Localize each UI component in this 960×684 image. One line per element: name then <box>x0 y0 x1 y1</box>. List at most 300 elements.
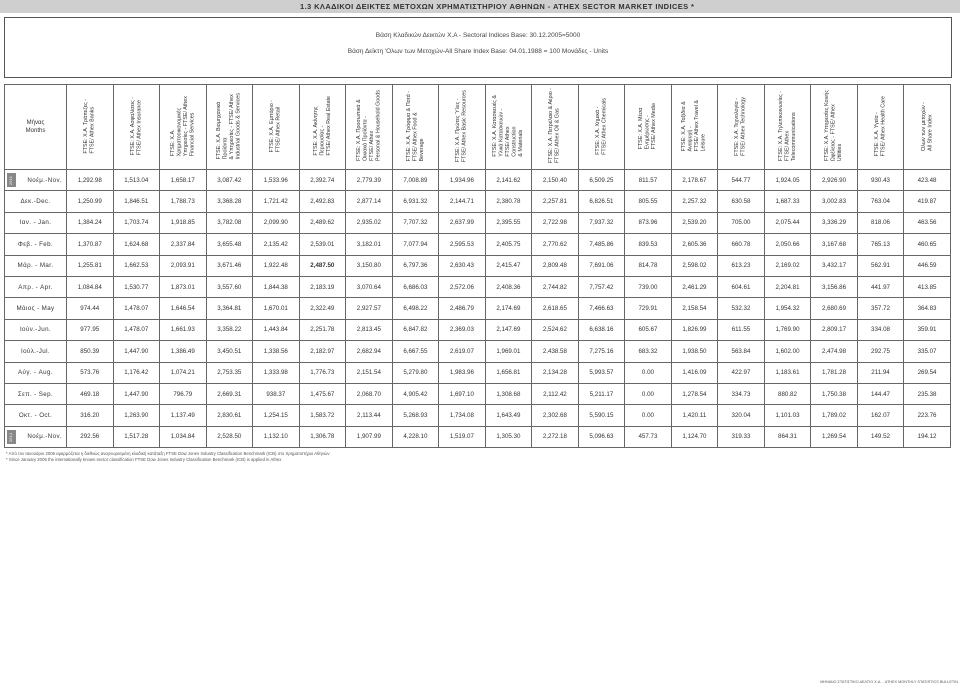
value-cell: 2,141.62 <box>485 170 532 191</box>
column-header-label: FTSE: Χ.Α. Προσωπικά & Οικιακά Προϊόντα - FTSE/ Athex Personal & Household Goods <box>355 90 382 162</box>
value-cell: 269.54 <box>904 362 951 383</box>
column-header <box>253 85 300 170</box>
column-header-label: FTSE: Χ.Α. Χημικά - FTSE/ Athex Chemicals <box>594 97 608 155</box>
value-cell: 357.72 <box>857 298 904 319</box>
value-cell: 5,590.15 <box>578 405 625 426</box>
value-cell: 1,776.73 <box>299 362 346 383</box>
month-cell <box>5 405 67 426</box>
value-cell: 3,156.86 <box>811 276 858 297</box>
value-cell: 1,697.10 <box>439 383 486 404</box>
value-cell: 1,386.49 <box>160 341 207 362</box>
value-cell: 1,846.51 <box>113 191 160 212</box>
value-cell: 5,279.80 <box>392 362 439 383</box>
value-cell: 1,530.77 <box>113 276 160 297</box>
value-cell: 4,228.10 <box>392 426 439 447</box>
value-cell: 3,182.01 <box>346 234 393 255</box>
value-cell: 765.13 <box>857 234 904 255</box>
value-cell: 1,670.01 <box>253 298 300 319</box>
table-row <box>5 276 951 297</box>
value-cell: 292.56 <box>67 426 114 447</box>
value-cell: 1,907.99 <box>346 426 393 447</box>
value-cell: 850.39 <box>67 341 114 362</box>
value-cell: 6,498.22 <box>392 298 439 319</box>
value-cell: 605.67 <box>625 319 672 340</box>
value-cell: 2,830.61 <box>206 405 253 426</box>
column-header-label: FTSE: Χ.Α. Πετρέλαιο & Αέριο - FTSE/ Athex Oil & Gas <box>548 88 561 164</box>
month-cell <box>5 319 67 340</box>
title-bar <box>0 0 960 13</box>
value-cell: 7,008.89 <box>392 170 439 191</box>
column-header-label: FTSE: Χ.Α. Ασφαλίσεις - FTSE/ Athex Insurance <box>129 96 143 156</box>
value-cell: 319.33 <box>718 426 765 447</box>
column-header <box>718 85 765 170</box>
month-label: Οκτ. - Oct. <box>18 411 53 419</box>
value-cell: 604.61 <box>718 276 765 297</box>
value-cell: 1,443.84 <box>253 319 300 340</box>
value-cell: 705.00 <box>718 212 765 233</box>
value-cell: 2,415.47 <box>485 255 532 276</box>
column-header-label: FTSE: Χ.Α. Τεχνολογία - FTSE/ Athex Technology <box>734 96 747 156</box>
month-cell <box>5 276 67 297</box>
value-cell: 562.91 <box>857 255 904 276</box>
value-cell: 1,101.03 <box>764 405 811 426</box>
table-header-row <box>5 85 951 170</box>
month-cell <box>5 234 67 255</box>
value-cell: 6,686.03 <box>392 276 439 297</box>
value-cell: 563.84 <box>718 341 765 362</box>
value-cell: 2,595.53 <box>439 234 486 255</box>
month-cell <box>5 341 67 362</box>
value-cell: 2,539.01 <box>299 234 346 255</box>
value-cell: 2,380.78 <box>485 191 532 212</box>
value-cell: 144.47 <box>857 383 904 404</box>
column-header-label: FTSE: Χ.Α. Τράπεζες - FTSE/ Athex Banks <box>83 98 96 154</box>
value-cell: 2,272.18 <box>532 426 579 447</box>
value-cell: 811.57 <box>625 170 672 191</box>
value-cell: 6,826.51 <box>578 191 625 212</box>
column-header-label: FTSE: Χ.Α. Χρηματοοικονομικές Υπηρεσίες - FTSE/ Athex Financial Services <box>169 95 196 157</box>
value-cell: 2,075.44 <box>764 212 811 233</box>
value-cell: 1,306.78 <box>299 426 346 447</box>
value-cell: 1,513.04 <box>113 170 160 191</box>
value-cell: 2,251.78 <box>299 319 346 340</box>
value-cell: 2,528.50 <box>206 426 253 447</box>
value-cell: 2,637.99 <box>439 212 486 233</box>
value-cell: 422.97 <box>718 362 765 383</box>
value-cell: 5,268.93 <box>392 405 439 426</box>
value-cell: 1,308.68 <box>485 383 532 404</box>
year-tag: 2011 <box>7 173 16 187</box>
value-cell: 2,489.62 <box>299 212 346 233</box>
value-cell: 2,813.45 <box>346 319 393 340</box>
footnote-english: * Since January 2006 the internationally known sector classification FTSE Dow Jones Industry Classification Benchmark (ICB) is applied in Athex <box>6 457 282 462</box>
value-cell: 5,096.63 <box>578 426 625 447</box>
value-cell: 1,447.90 <box>113 341 160 362</box>
page-footer: ΜΗΝΙΑΙΟ ΣΤΑΤΙΣΤΙΚΟ ΔΕΛΤΙΟ Χ.Α. - ATHEX MONTHLY STATISTICS BULLETIN <box>820 680 958 684</box>
value-cell: 1,533.96 <box>253 170 300 191</box>
column-header-label: FTSE: Χ.Α. Υγεία - FTSE/ Athex Health Care <box>874 95 887 157</box>
month-cell <box>5 212 67 233</box>
column-header <box>904 85 951 170</box>
value-cell: 5,211.17 <box>578 383 625 404</box>
value-cell: 3,450.51 <box>206 341 253 362</box>
value-cell: 320.04 <box>718 405 765 426</box>
page-title: 1.3 ΚΛΑΔΙΚΟΙ ΔΕΙΚΤΕΣ ΜΕΤΟΧΩΝ ΧΡΗΜΑΤΙΣΤΗΡΙΟΥ ΑΘΗΝΩΝ - ATHEX SECTOR MARKET INDICES * <box>300 2 695 11</box>
value-cell: 2,369.03 <box>439 319 486 340</box>
column-header <box>439 85 486 170</box>
value-cell: 3,070.64 <box>346 276 393 297</box>
value-cell: 3,655.48 <box>206 234 253 255</box>
value-cell: 2,093.91 <box>160 255 207 276</box>
value-cell: 6,847.82 <box>392 319 439 340</box>
value-cell: 2,183.19 <box>299 276 346 297</box>
table-row <box>5 341 951 362</box>
value-cell: 413.85 <box>904 276 951 297</box>
value-cell: 1,734.08 <box>439 405 486 426</box>
value-cell: 864.31 <box>764 426 811 447</box>
value-cell: 2,438.58 <box>532 341 579 362</box>
month-cell <box>5 426 67 447</box>
value-cell: 1,278.54 <box>671 383 718 404</box>
value-cell: 0.00 <box>625 405 672 426</box>
value-cell: 3,002.83 <box>811 191 858 212</box>
column-header <box>67 85 114 170</box>
value-cell: 2,257.81 <box>532 191 579 212</box>
table-row <box>5 170 951 191</box>
value-cell: 2,178.67 <box>671 170 718 191</box>
column-header-label: FTSE: Χ.Α. Τηλεπικοινωνίες - FTSE/ Athex Telecommunications <box>777 90 797 162</box>
column-header <box>113 85 160 170</box>
table-row <box>5 212 951 233</box>
value-cell: 419.87 <box>904 191 951 212</box>
value-cell: 2,753.35 <box>206 362 253 383</box>
value-cell: 1,924.05 <box>764 170 811 191</box>
column-header <box>346 85 393 170</box>
value-cell: 7,937.32 <box>578 212 625 233</box>
value-cell: 1,519.07 <box>439 426 486 447</box>
value-cell: 1,370.87 <box>67 234 114 255</box>
column-header <box>764 85 811 170</box>
column-header-label: FTSE: Χ.Α. Πρώτες Ύλες - FTSE/ Athex Basic Resources <box>455 89 468 163</box>
month-label: Ιαν. - Jan. <box>19 219 52 227</box>
value-cell: 162.07 <box>857 405 904 426</box>
column-header-label: FTSE: Χ.Α. Ακίνητης Περιουσίας - FTSE/ Athex Real Estate <box>312 96 332 156</box>
value-cell: 1,333.98 <box>253 362 300 383</box>
subtitle-base-allshare: Βάση Δείκτη 'Ολων των Μετοχών-All Share Index Base: 04.01.1988 = 100 Μονάδες - Units <box>347 48 609 55</box>
value-cell: 6,667.55 <box>392 341 439 362</box>
month-label: Μάρ. - Mar. <box>17 262 54 270</box>
value-cell: 334.08 <box>857 319 904 340</box>
value-cell: 1,183.61 <box>764 362 811 383</box>
value-cell: 3,368.28 <box>206 191 253 212</box>
value-cell: 1,176.42 <box>113 362 160 383</box>
value-cell: 1,687.33 <box>764 191 811 212</box>
value-cell: 2,770.62 <box>532 234 579 255</box>
value-cell: 2,877.14 <box>346 191 393 212</box>
value-cell: 3,364.81 <box>206 298 253 319</box>
month-label: Δεκ.-Dec. <box>20 198 51 206</box>
value-cell: 1,721.42 <box>253 191 300 212</box>
value-cell: 1,750.38 <box>811 383 858 404</box>
column-header <box>578 85 625 170</box>
value-cell: 873.96 <box>625 212 672 233</box>
value-cell: 2,147.69 <box>485 319 532 340</box>
column-header <box>160 85 207 170</box>
value-cell: 532.32 <box>718 298 765 319</box>
value-cell: 1,583.72 <box>299 405 346 426</box>
column-header-label: FTSE: Χ.Α. Βιομηχανικά Προϊόντα & Υπηρεσίες - FTSE/ Athex Industrial Goods & Services <box>216 92 242 160</box>
value-cell: 2,144.71 <box>439 191 486 212</box>
value-cell: 2,099.90 <box>253 212 300 233</box>
value-cell: 1,084.84 <box>67 276 114 297</box>
value-cell: 469.18 <box>67 383 114 404</box>
value-cell: 1,938.50 <box>671 341 718 362</box>
value-cell: 2,524.62 <box>532 319 579 340</box>
value-cell: 2,408.36 <box>485 276 532 297</box>
value-cell: 2,935.02 <box>346 212 393 233</box>
value-cell: 2,682.94 <box>346 341 393 362</box>
value-cell: 1,384.24 <box>67 212 114 233</box>
value-cell: 292.75 <box>857 341 904 362</box>
value-cell: 7,077.94 <box>392 234 439 255</box>
value-cell: 3,358.22 <box>206 319 253 340</box>
subtitle-base-sectoral: Βάση Κλαδικών Δεικτών Χ.Α - Sectoral Indices Base: 30.12.2005=5000 <box>375 32 581 39</box>
value-cell: 2,926.90 <box>811 170 858 191</box>
value-cell: 1,475.67 <box>299 383 346 404</box>
value-cell: 1,517.28 <box>113 426 160 447</box>
value-cell: 2,150.40 <box>532 170 579 191</box>
value-cell: 334.73 <box>718 383 765 404</box>
value-cell: 2,257.32 <box>671 191 718 212</box>
value-cell: 2,474.98 <box>811 341 858 362</box>
value-cell: 5,993.57 <box>578 362 625 383</box>
value-cell: 441.97 <box>857 276 904 297</box>
value-cell: 2,630.43 <box>439 255 486 276</box>
month-label: Σεπ. - Sep. <box>17 390 54 398</box>
value-cell: 1,263.90 <box>113 405 160 426</box>
month-label: Ιούλ.-Jul. <box>20 347 51 355</box>
value-cell: 1,969.01 <box>485 341 532 362</box>
value-cell: 2,050.66 <box>764 234 811 255</box>
value-cell: 0.00 <box>625 362 672 383</box>
value-cell: 359.91 <box>904 319 951 340</box>
value-cell: 2,135.42 <box>253 234 300 255</box>
value-cell: 2,809.17 <box>811 319 858 340</box>
value-cell: 423.48 <box>904 170 951 191</box>
table-row <box>5 255 951 276</box>
value-cell: 2,669.31 <box>206 383 253 404</box>
value-cell: 2,680.69 <box>811 298 858 319</box>
value-cell: 1,478.07 <box>113 319 160 340</box>
value-cell: 2,572.06 <box>439 276 486 297</box>
value-cell: 2,322.49 <box>299 298 346 319</box>
value-cell: 1,769.90 <box>764 319 811 340</box>
value-cell: 1,922.48 <box>253 255 300 276</box>
column-header-label: FTSE: Χ.Α. Μέσα Ενημέρωσης - FTSE/ Athex Media <box>638 102 658 150</box>
value-cell: 880.82 <box>764 383 811 404</box>
month-cell <box>5 298 67 319</box>
value-cell: 683.32 <box>625 341 672 362</box>
value-cell: 335.07 <box>904 341 951 362</box>
value-cell: 660.78 <box>718 234 765 255</box>
month-label: Απρ. - Apr. <box>18 283 53 291</box>
table-row <box>5 383 951 404</box>
table-row <box>5 298 951 319</box>
value-cell: 544.77 <box>718 170 765 191</box>
value-cell: 2,619.07 <box>439 341 486 362</box>
value-cell: 1,662.53 <box>113 255 160 276</box>
value-cell: 1,416.09 <box>671 362 718 383</box>
year-tag: 2012 <box>7 430 16 444</box>
value-cell: 7,707.32 <box>392 212 439 233</box>
value-cell: 1,646.54 <box>160 298 207 319</box>
value-cell: 2,134.28 <box>532 362 579 383</box>
value-cell: 7,466.63 <box>578 298 625 319</box>
value-cell: 3,087.42 <box>206 170 253 191</box>
value-cell: 2,405.75 <box>485 234 532 255</box>
value-cell: 2,113.44 <box>346 405 393 426</box>
column-header <box>671 85 718 170</box>
month-label: Νοέμ.-Nov. <box>27 176 62 184</box>
value-cell: 2,302.68 <box>532 405 579 426</box>
value-cell: 1,124.70 <box>671 426 718 447</box>
value-cell: 2,598.02 <box>671 255 718 276</box>
value-cell: 938.37 <box>253 383 300 404</box>
value-cell: 1,788.73 <box>160 191 207 212</box>
month-label: Μάιος - May <box>16 305 55 313</box>
column-header-label: Όλων των μετοχών - All Share Index <box>920 101 934 151</box>
value-cell: 211.94 <box>857 362 904 383</box>
table-row <box>5 191 951 212</box>
header-frame <box>4 17 952 78</box>
value-cell: 2,539.20 <box>671 212 718 233</box>
value-cell: 2,151.54 <box>346 362 393 383</box>
value-cell: 2,487.50 <box>299 255 346 276</box>
value-cell: 2,158.54 <box>671 298 718 319</box>
column-header <box>857 85 904 170</box>
value-cell: 1,478.07 <box>113 298 160 319</box>
value-cell: 463.56 <box>904 212 951 233</box>
month-cell <box>5 255 67 276</box>
value-cell: 457.73 <box>625 426 672 447</box>
value-cell: 1,074.21 <box>160 362 207 383</box>
value-cell: 1,873.01 <box>160 276 207 297</box>
table-row <box>5 426 951 447</box>
value-cell: 1,826.99 <box>671 319 718 340</box>
value-cell: 1,844.38 <box>253 276 300 297</box>
table-row <box>5 319 951 340</box>
months-column-header: Μήνας Months <box>5 85 67 170</box>
value-cell: 7,757.42 <box>578 276 625 297</box>
value-cell: 613.23 <box>718 255 765 276</box>
value-cell: 1,254.15 <box>253 405 300 426</box>
value-cell: 2,722.98 <box>532 212 579 233</box>
value-cell: 1,918.85 <box>160 212 207 233</box>
table-body <box>5 170 951 448</box>
column-header <box>485 85 532 170</box>
value-cell: 1,656.81 <box>485 362 532 383</box>
value-cell: 1,034.84 <box>160 426 207 447</box>
value-cell: 3,167.68 <box>811 234 858 255</box>
value-cell: 1,661.93 <box>160 319 207 340</box>
value-cell: 814.78 <box>625 255 672 276</box>
value-cell: 3,557.60 <box>206 276 253 297</box>
value-cell: 1,269.54 <box>811 426 858 447</box>
column-header-label: FTSE: Χ.Α. Τρόφιμα & Ποτά - FTSE/ Athex Food & Beverage <box>405 90 425 162</box>
month-cell <box>5 383 67 404</box>
sector-indices-table <box>4 84 951 448</box>
value-cell: 1,292.98 <box>67 170 114 191</box>
value-cell: 3,782.08 <box>206 212 253 233</box>
value-cell: 1,789.02 <box>811 405 858 426</box>
value-cell: 2,112.42 <box>532 383 579 404</box>
value-cell: 2,486.79 <box>439 298 486 319</box>
month-label: Φεβ. - Feb. <box>17 240 54 248</box>
value-cell: 1,781.28 <box>811 362 858 383</box>
table-row <box>5 362 951 383</box>
value-cell: 1,137.49 <box>160 405 207 426</box>
value-cell: 316.20 <box>67 405 114 426</box>
column-header <box>206 85 253 170</box>
value-cell: 1,420.11 <box>671 405 718 426</box>
value-cell: 2,182.97 <box>299 341 346 362</box>
value-cell: 1,250.99 <box>67 191 114 212</box>
month-label: Αύγ. - Aug. <box>18 369 53 377</box>
table-row <box>5 405 951 426</box>
value-cell: 2,392.74 <box>299 170 346 191</box>
value-cell: 839.53 <box>625 234 672 255</box>
value-cell: 2,605.36 <box>671 234 718 255</box>
value-cell: 1,132.10 <box>253 426 300 447</box>
value-cell: 2,068.70 <box>346 383 393 404</box>
value-cell: 2,174.69 <box>485 298 532 319</box>
value-cell: 1,954.32 <box>764 298 811 319</box>
month-cell <box>5 362 67 383</box>
value-cell: 3,150.80 <box>346 255 393 276</box>
value-cell: 2,744.82 <box>532 276 579 297</box>
value-cell: 611.55 <box>718 319 765 340</box>
value-cell: 1,338.56 <box>253 341 300 362</box>
value-cell: 6,509.25 <box>578 170 625 191</box>
column-header-label: FTSE: Χ.Α. Υπηρεσίες Κοινής Ωφέλειας - FTSE/ Athex Utilities <box>824 90 844 162</box>
value-cell: 0.00 <box>625 383 672 404</box>
value-cell: 1,255.81 <box>67 255 114 276</box>
value-cell: 3,671.46 <box>206 255 253 276</box>
value-cell: 2,461.29 <box>671 276 718 297</box>
value-cell: 1,447.90 <box>113 383 160 404</box>
value-cell: 1,305.30 <box>485 426 532 447</box>
value-cell: 149.52 <box>857 426 904 447</box>
value-cell: 2,809.48 <box>532 255 579 276</box>
value-cell: 2,618.65 <box>532 298 579 319</box>
value-cell: 729.91 <box>625 298 672 319</box>
column-header-label: FTSE: Χ.Α. Κατασκευές & Υλικά Κατασκευών - FTSE/ Athex Construction & Materials <box>492 95 525 157</box>
value-cell: 739.00 <box>625 276 672 297</box>
value-cell: 974.44 <box>67 298 114 319</box>
value-cell: 2,395.55 <box>485 212 532 233</box>
value-cell: 573.76 <box>67 362 114 383</box>
value-cell: 7,485.86 <box>578 234 625 255</box>
value-cell: 818.06 <box>857 212 904 233</box>
value-cell: 3,336.29 <box>811 212 858 233</box>
value-cell: 7,691.06 <box>578 255 625 276</box>
value-cell: 460.65 <box>904 234 951 255</box>
value-cell: 6,931.32 <box>392 191 439 212</box>
value-cell: 1,624.68 <box>113 234 160 255</box>
value-cell: 6,797.36 <box>392 255 439 276</box>
value-cell: 805.55 <box>625 191 672 212</box>
value-cell: 2,492.83 <box>299 191 346 212</box>
